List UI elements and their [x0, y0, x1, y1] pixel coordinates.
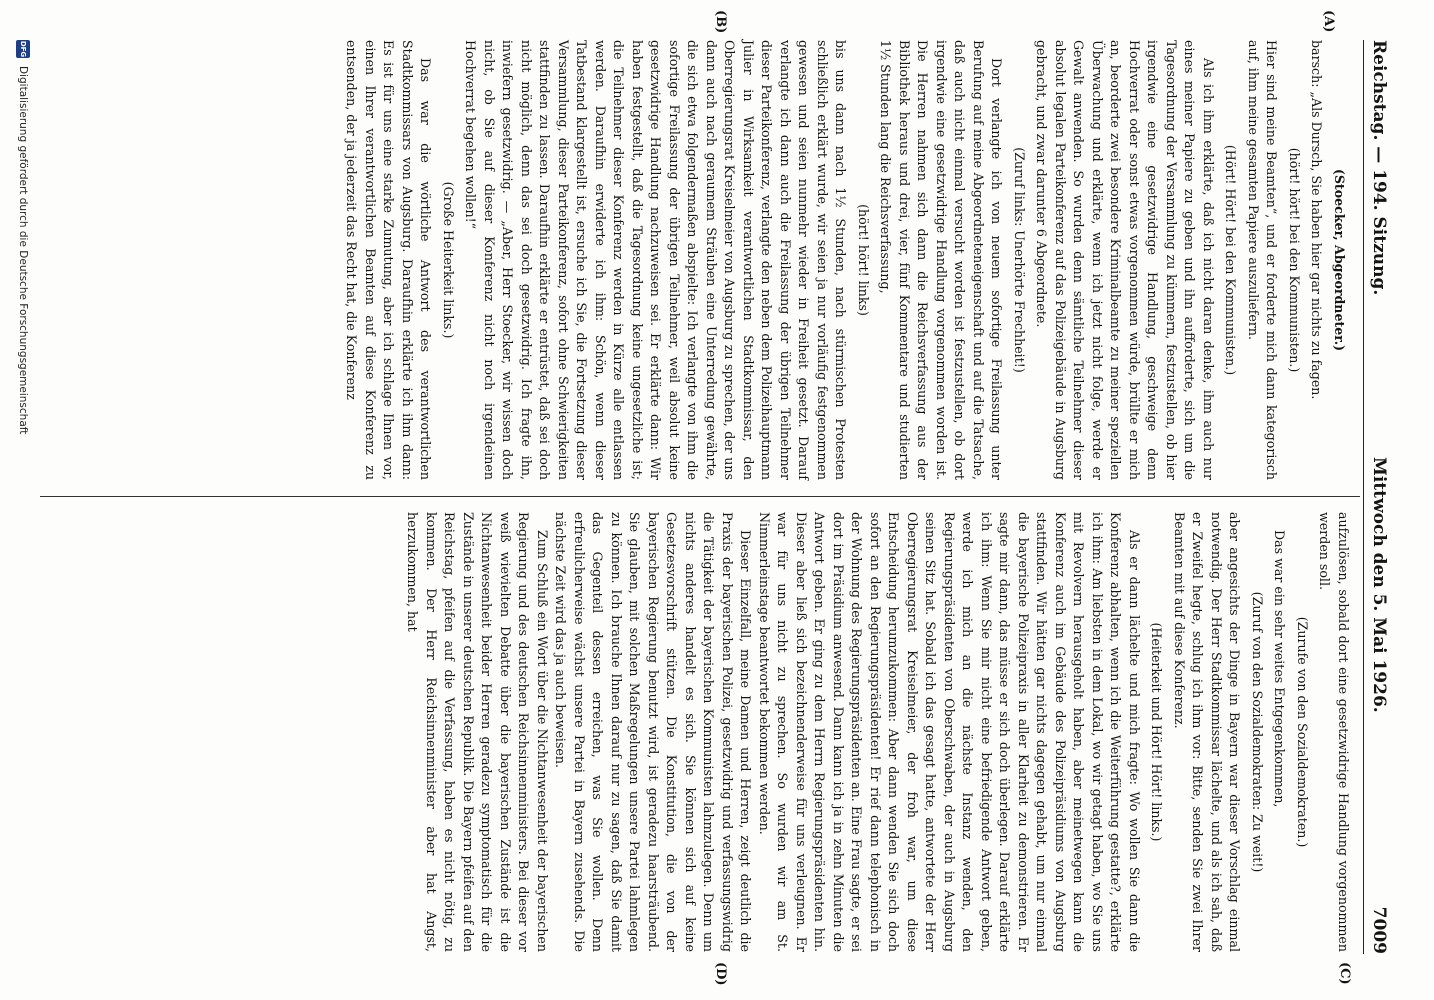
- paragraph: bis uns dann nach 1½ Stunden, nach stürmischen Protesten schließlich erklärt wurde, wir seien ja nur vorläufig festgenommen gewesen und seien nunmehr wieder in Freiheit gesetzt. Darauf verlangte ich dann auch die Freilassung der übrigen Teilnehmer dieser Parteikonferenz, verlangte den neben dem Polizeihauptmann Julier in Wirksamkeit verantwortlichen Stadtkommissar, den Oberregierungsrat Kreiselmeier von Augsburg zu sprechen, der uns dann auch nach geraumem Sträuben eine Unterredung gewährte, die sich etwa folgendermaßen abspielte: Ich verlangte von ihm die sofortige Freilassung der übrigen Teilnehmer, weil absolut keine gesetzwidrige Handlung nachzuweisen sei. Er erklärte dann: Wir haben festgestellt, daß die Tagesordnung keine ungesetzliche ist; die Teilnehmer dieser Konferenz werden in Kürze alle entlassen werden. Daraufhin erwiderte ich ihm: Schön, wenn dieser Tatbestand klargestellt ist, ersuche ich Sie, die Fortsetzung dieser Versammlung, dieser Parteikonferenz, sofort ohne Schwierigkeiten stattfinden zu lassen. Daraufhin erklärte er entrüstet, daß sei doch nicht möglich, denn das sei doch gesetzwidrig. Ich fragte ihn, inwiefern gesetzwidrig. — „Aber, Herr Stoecker, wir wissen doch nicht, ob Sie auf dieser Konferenz nicht noch irgendeinen Hochverrat begehen wollen!“: [463, 40, 849, 480]
- interjection: (Heiterkeit und Hört! Hört! links.): [1149, 622, 1165, 842]
- paragraph: Dort verlangte ich von neuem sofortige Freilassung unter Berufung auf meine Abgeordneteneigenschaft und auf die Tatsache, daß auch nicht einmal versucht worden ist festzustellen, ob dort irgendwie eine gesetzwidrige Handlung vorgenommen worden ist. Die Herren nahmen sich dann die Reichsverfassung aus der Bibliothek heraus und drei, vier, fünf Kommentare und studierten 1½ Stunden lang die Reichsverfassung,: [878, 40, 1005, 480]
- digitization-footer: [9, 40, 37, 960]
- interjection: (Zuruf links: Unerhörte Frechheit!): [1012, 147, 1027, 373]
- speaker-line: (Stoecker, Abgeordneter.): [1332, 168, 1347, 352]
- column-divider: [40, 496, 1360, 497]
- margin-marker-d: (D): [713, 962, 728, 986]
- page-number: 7009: [1369, 906, 1389, 954]
- right-column: [403, 512, 1352, 952]
- paragraph: aufzulösen, sobald dort eine gesetzwidrige Handlung vorgenommen werden soll.: [1317, 512, 1351, 952]
- margin-marker-a: (A): [1321, 10, 1336, 33]
- interjection: (Große Heiterkeit links.): [441, 181, 456, 339]
- interjection: (Zurufe von den Sozialdemokraten.): [1295, 616, 1310, 848]
- paragraph: barsch: „Als Dursch, Sie haben hier gar nichts zu fagen.: [1309, 40, 1325, 400]
- interjection: (Hört! Hört! bei den Kommunisten.): [1223, 144, 1239, 376]
- paragraph: Hier sind meine Beamten“, und er forderte mich dann kategorisch auf, ihm meine gesamten Papiere auszuliefern.: [1246, 40, 1280, 480]
- left-column: [342, 40, 1352, 480]
- margin-marker-c: (C): [1337, 962, 1352, 985]
- paragraph: Dieser Einzelfall, meine Damen und Herren, zeigt deutlich die Praxis der bayerischen Polizei, gesetzwidrig und verfassungswidrig die Tätigkeit der bayerischen Kommunisten lahmzulegen. Denn um nichts anderes handelt es sich. Sie können sich auf keine Gesetzesvorschrift stützen. Die Konstitution, die von der bayerischen Regierung benutzt wird, ist geradezu haarsträubend. Sie glauben, mit solchen Maßregelungen unsere Partei lahmlegen zu können. Ich brauche Ihnen darauf nur zu sagen, daß Sie damit das Gegenteil dessen erreichen, was Sie wollen. Denn erfreulicherweise wächst unsere Partei in Bayern zusehends. Die nächste Zeit wird das ja auch beweisen.: [553, 512, 754, 952]
- interjection: (hört! hört! links): [856, 204, 871, 316]
- margin-marker-b: (B): [713, 10, 728, 34]
- paragraph: Das war die wörtliche Antwort des verantwortlichen Stadtkommissars von Augsburg. Daraufhin erklärte ich ihm dann: Es ist für uns eine starke Zumutung, aber ich schlage Ihnen vor, einen Ihrer verantwortlichen Beamten auf diese Konferenz zu entsenden, der ja jederzeit das Recht hat, die Konferenz: [344, 40, 434, 480]
- dfg-logo-icon: DFG: [16, 40, 30, 58]
- paragraph: aber angesichts der Dinge in Bayern war dieser Vorschlag einmal notwendig. Der Herr Stadtkommissar lächelte, und als ich sah, daß er Zweifel hegte, schlug ich ihm vor: Bitte, senden Sie zwei Ihrer Beamten mit auf diese Konferenz.: [1172, 512, 1243, 952]
- header-date: Mittwoch den 5. Mai 1926.: [1369, 457, 1389, 713]
- paragraph: Zum Schluß ein Wort über die Nichtanwesenheit der bayerischen Regierung und des deutschen Reichsinnenministers. Bei dieser vor weiß wievielten Debatte über die bayerischen Zustände ist die Nichtanwesenheit beider Herren geradezu symptomatisch für die Zustände in unserer deutschen Republik. Die Bayern pfeifen auf den Reichstag, pfeifen auf die Verfassung, haben es nicht nötig, zu kommen. Der Herr Reichsinnenminister aber hat Angst, herzukommen, hat: [405, 512, 550, 952]
- header-title: Reichstag. — 194. Sitzung.: [1369, 40, 1389, 296]
- interjection: (hört! hört! bei den Kommunisten.): [1287, 147, 1302, 373]
- page-header: [1363, 40, 1394, 954]
- paragraph: Als er dann lächelte und mich fragte: Wo wollen Sie dann die Konferenz abhalten, wenn ich die Weiterführung gestatte?, erklärte ich ihm: Am liebsten in dem Lokal, wo wir getagt haben, wo Sie uns mit Revolvern herausgeholt haben, aber meinetwegen kann die Konferenz auch im Gebäude des Polizeipräsidiums von Augsburg stattfinden. Wir hätten gar nichts dagegen gehabt, um nur einmal die bayerische Polizeipraxis in aller Klarheit zu demonstrieren. Er sagte mir dann, das müsse er sich doch überlegen. Darauf erklärte ich ihm: Wenn Sie mir nicht eine befriedigende Antwort geben, werde ich mich an die nächste Instanz wenden, den Regierungspräsidenten von Oberschwaben, der auch in Augsburg seinen Sitz hat. Sobald ich das gesagt hatte, antwortete der Herr Oberregierungsrat Kreiselmeier, der froh war, um diese Entscheidung herumzukommen: Aber dann wenden Sie sich doch sofort an den Regierungspräsidenten! Er rief dann telephonisch in der Wohnung des Regierungspräsidenten an. Eine Frau sagte, er sei dort im Präsidium anwesend. Dann kann ich ja in zehn Minuten die Antwort geben. Er ging zu dem Herrn Regierungspräsidenten hin. Dieser aber ließ sich bezeichnenderweise für uns verleugnen. Er war für uns nicht zu sprechen. So wurden wir am St. Nimmerleinstage beantwortet bekommen werden.: [757, 512, 1142, 952]
- paragraph: Als ich ihm erklärte, daß ich nicht daran denke, ihm auch nur eines meiner Papiere zu geben und ihn aufforderte, sich um die Tagesordnung der Versammlung zu kümmern, festzustellen, ob hier irgendwie eine gesetzwidrige Handlung, geschweige denn Hochverrat oder sonst etwas vorgenommen würde, brüllte er mich an, beorderte zwei besondere Kriminalbeamte zu meiner speziellen Überwachung und erklärte, wenn ich jetzt nicht folge, werde er Gewalt anwenden. So wurden denn sämtliche Teilnehmer dieser absolut legalen Parteikonferenz auf das Polizeigebäude in Augsburg gebracht, und zwar darunter 6 Abgeordnete.: [1034, 40, 1216, 480]
- paragraph: Das war ein sehr weites Entgegenkommen,: [1272, 530, 1288, 808]
- interjection: (Zuruf von den Sozialdemokraten: Zu weit!): [1250, 591, 1265, 873]
- digitization-credit: Digitalisierung gefördert durch die Deutsche Forschungsgemeinschaft: [17, 66, 29, 435]
